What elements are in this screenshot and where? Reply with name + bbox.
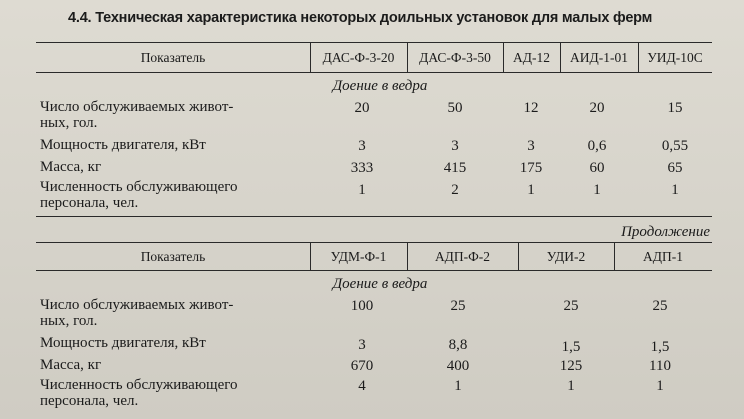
table2-row-label: Численность обслуживающего (40, 377, 238, 393)
table2-cell: 400 (446, 358, 470, 374)
table-title: 4.4. Техническая характеристика некоторых доильных установок для малых ферм (68, 10, 653, 26)
table1-header-col: ДАС-Ф-3-50 (419, 50, 491, 65)
table2-header-col: УДМ-Ф-1 (330, 249, 387, 264)
table1-cell: 0,6 (587, 138, 607, 154)
table1-header-col: ДАС-Ф-3-20 (322, 50, 395, 65)
table2-row-label: Масса, кг (40, 357, 102, 373)
table2-cell: 3 (358, 337, 366, 353)
table1-row-label: Мощность двигателя, кВт (40, 137, 206, 153)
table2-cell: 1,5 (561, 339, 581, 355)
table2-cell: 110 (649, 358, 671, 374)
table2-cell: 670 (350, 358, 374, 374)
table1-cell: 1 (527, 182, 535, 198)
table1-cell: 333 (350, 160, 374, 176)
table2-row-label: ных, гол. (40, 313, 98, 329)
table1-cell: 20 (589, 100, 605, 116)
table1-cell: 3 (527, 138, 535, 154)
table2-cell: 25 (652, 298, 668, 314)
table2-cell: 8,8 (448, 337, 468, 353)
table1-cell: 3 (451, 138, 459, 154)
table1-row-label: персонала, чел. (40, 195, 139, 211)
table1-cell: 60 (589, 160, 605, 176)
table1-header-col: АИД-1-01 (570, 50, 628, 65)
table2-cell: 25 (450, 298, 466, 314)
table1-cell: 50 (447, 100, 463, 116)
table2-row-label: персонала, чел. (40, 393, 139, 409)
table2-header-col: УДИ-2 (546, 249, 586, 264)
table2-header-rule (36, 270, 712, 271)
table2-row-label: Число обслуживаемых живот- (40, 297, 234, 313)
table2-top-rule (36, 242, 712, 243)
table1-cell: 15 (667, 100, 683, 116)
continuation-label: Продолжение (621, 224, 710, 240)
table1-top-rule (36, 42, 712, 43)
table1-row-label: Число обслуживаемых живот- (40, 99, 234, 115)
table2-cell: 1,5 (650, 339, 670, 355)
table2-cell: 125 (559, 358, 583, 374)
table2-header-indicator: Показатель (140, 249, 206, 264)
table2-cell: 4 (358, 378, 366, 394)
table1-cell: 175 (519, 160, 543, 176)
table1-cell: 3 (358, 138, 366, 154)
table1-bottom-rule (36, 216, 712, 217)
table2-cell: 1 (656, 378, 664, 394)
table1-row-label: ных, гол. (40, 115, 98, 131)
table1-cell: 65 (667, 160, 683, 176)
table2-cell: 1 (567, 378, 575, 394)
table1-cell: 12 (523, 100, 539, 116)
table1-section-heading: Доение в ведра (332, 78, 428, 94)
table1-cell: 0,55 (661, 138, 689, 154)
table2-cell: 100 (350, 298, 374, 314)
table2-cell: 1 (454, 378, 462, 394)
table1-cell: 1 (593, 182, 601, 198)
table2-header-col: АДП-1 (643, 249, 683, 264)
table1-cell: 415 (443, 160, 467, 176)
table1-cell: 1 (358, 182, 366, 198)
table1-header-indicator: Показатель (140, 50, 206, 65)
table2-cell: 25 (563, 298, 579, 314)
table1-row-label: Масса, кг (40, 159, 102, 175)
table1-cell: 2 (451, 182, 459, 198)
table2-header-col: АДП-Ф-2 (434, 249, 491, 264)
table1-cell: 20 (354, 100, 370, 116)
table2-section-heading: Доение в ведра (332, 276, 428, 292)
table1-header-col: АД-12 (513, 50, 550, 65)
table1-header-col: УИД-10С (647, 50, 703, 65)
table1-cell: 1 (671, 182, 679, 198)
table1-row-label: Численность обслуживающего (40, 179, 238, 195)
table2-row-label: Мощность двигателя, кВт (40, 335, 206, 351)
table1-header-rule (36, 72, 712, 73)
